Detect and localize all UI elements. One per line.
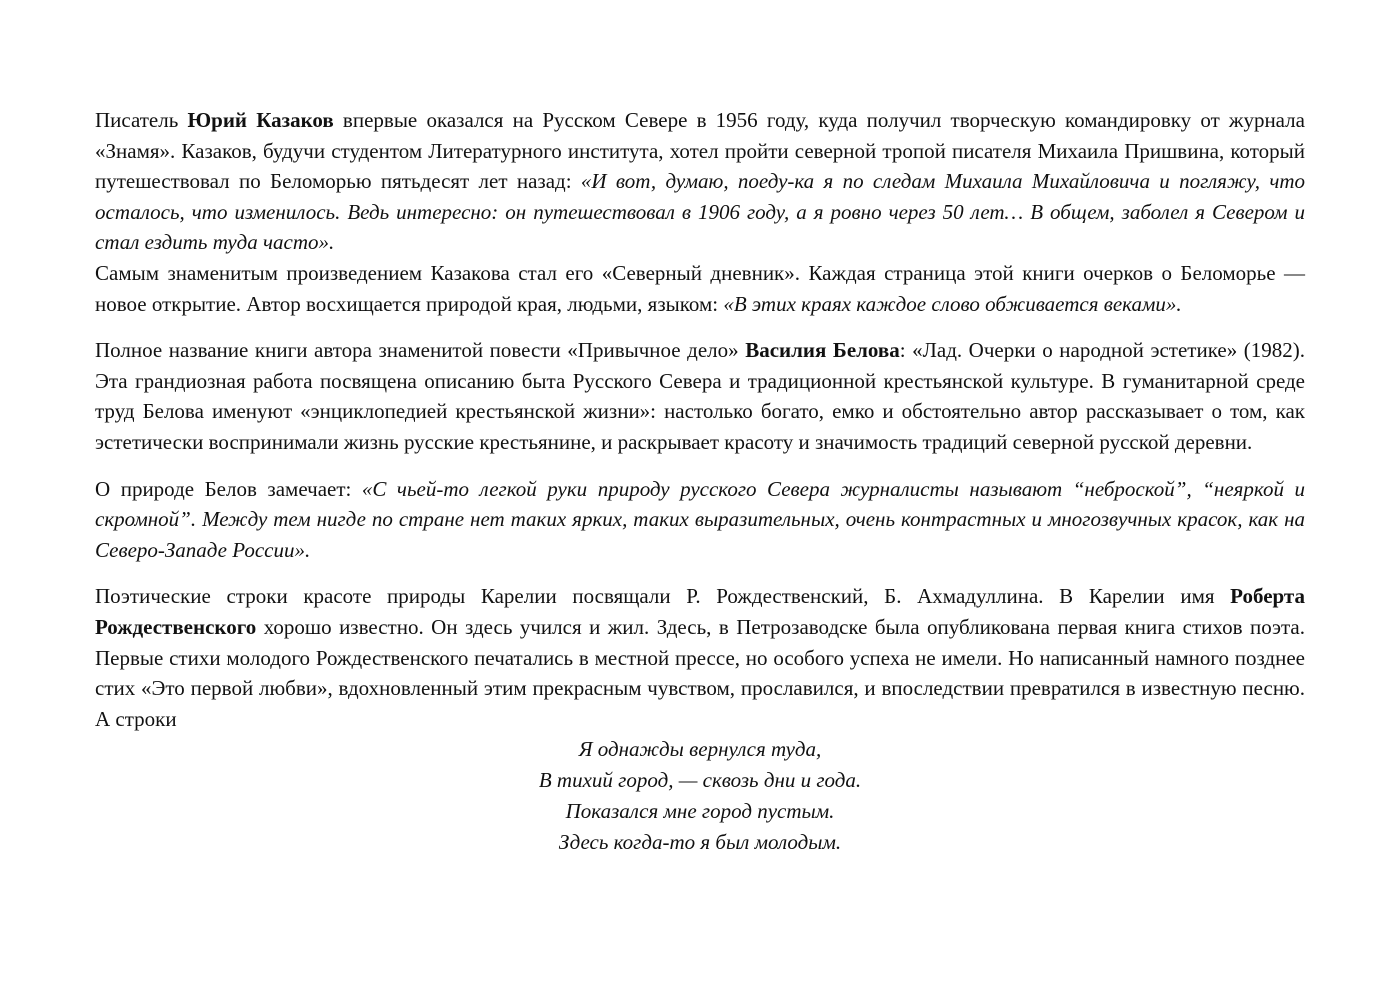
text: : «Лад. Очерки о народной эстетике» (1982). Эта грандиозная работа посвящена описанию быта Русского Севера и традиционной крестьянской культуре. В гуманитарной среде труд Белова именуют «энциклопедией крестьянской жизни»: настолько богато, емко и обстоятельно автор рассказывает о том, как эстетически воспринимали жизнь русские крестьянине, и раскрывает красоту и значимость традиций северной русской деревни.	[95, 338, 1305, 454]
author-name-rozhdestvensky: Роберта Рождественского	[95, 584, 1305, 639]
poem-line: Я однажды вернулся туда,	[578, 737, 822, 762]
paragraph-belov	[95, 335, 1305, 457]
poem-line: Показался мне город пустым.	[565, 799, 835, 824]
text: О природе Белов замечает:	[95, 476, 362, 501]
poem-line: Здесь когда-то я был молодым.	[558, 830, 842, 855]
paragraph-kazakov-intro	[95, 105, 1305, 258]
text: Самым знаменитым произведением Казакова стал его «Северный дневник». Каждая страница этой книги очерков о Беломорье — новое открытие. Автор восхищается природой края, людьми, языком:	[95, 260, 1305, 316]
text: впервые оказался на Русском Севере в 1956 году, куда получил творческую командировку от журнала «Знамя». Казаков, будучи студентом Литературного института, хотел пройти северной тропой писателя Михаила Пришвина, который путешествовал по Беломорью пятьдесят лет назад:	[95, 108, 1305, 194]
author-name-belov: Василия Белова	[745, 338, 900, 363]
text: Поэтические строки красоте природы Карелии посвящали Р. Рождественский, Б. Ахмадуллина. В Карелии имя	[95, 584, 1231, 609]
document-page	[95, 105, 1305, 858]
quote-kazakov: «И вот, думаю, поеду-ка я по следам Михаила Михайловича и погляжу, что осталось, что изменилось. Ведь интересно: он путешествовал в 1906 году, а я ровно через 50 лет… В общем, заболел я Севером и стал ездить туда часто».	[95, 169, 1306, 255]
paragraph-belov-nature	[95, 474, 1305, 566]
paragraph-rozhdestvensky	[95, 581, 1305, 734]
poem-block	[95, 734, 1305, 858]
quote-belov: «С чьей-то легкой руки природу русского Севера журналисты называют “неброской”, “неяркой и скромной”. Между тем нигде по стране нет таких ярких, таких выразительных, очень контрастных и многозвучных красок, как на Северо-Западе России».	[95, 476, 1305, 562]
author-name-kazakov: Юрий Казаков	[187, 108, 334, 132]
paragraph-northern-diary	[95, 258, 1305, 319]
text: хорошо известно. Он здесь учился и жил. Здесь, в Петрозаводске была опубликована первая книга стихов поэта. Первые стихи молодого Рождественского печатались в местной прессе, но особого успеха не имели. Но написанный намного позднее стих «Это первой любви», вдохновленный этим прекрасным чувством, прославился, и впоследствии превратился в известную песню. А строки	[95, 614, 1305, 731]
text: Полное название книги автора знаменитой повести «Привычное дело»	[95, 338, 746, 363]
text: Писатель	[95, 108, 188, 132]
poem-line: В тихий город, — сквозь дни и года.	[538, 768, 862, 793]
quote-northern-diary: «В этих краях каждое слово обживается веками».	[723, 291, 1182, 316]
